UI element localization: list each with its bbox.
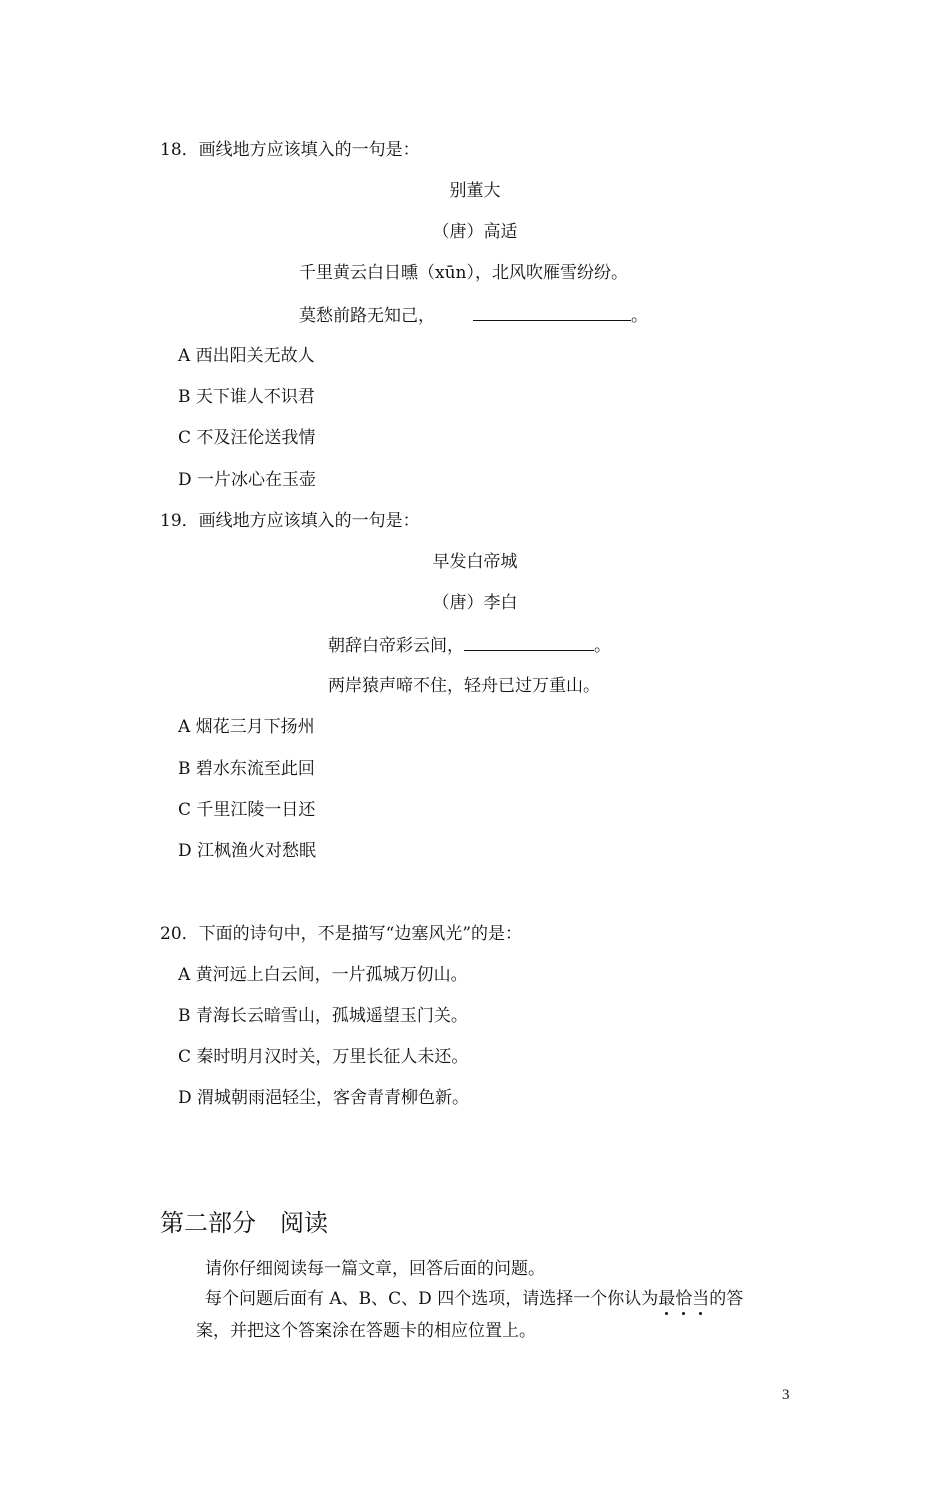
q20-option-c: C 秦时明月汉时关，万里长征人未还。 <box>178 1047 469 1067</box>
q19-poem-author: （唐）李白 <box>432 593 518 613</box>
q19-line-1-end: 。 <box>594 636 611 656</box>
question-20-stem: 20．下面的诗句中，不是描写“边塞风光”的是： <box>160 924 523 944</box>
emphasis-word: 最恰当 <box>658 1289 710 1309</box>
q18-line-2-text: 莫愁前路无知己， <box>299 306 435 326</box>
instruction-2-text: 每个问题后面有 A、B、C、D 四个选项，请选择一个你认为 <box>205 1289 659 1309</box>
part-2-instruction-3: 案，并把这个答案涂在答题卡的相应位置上。 <box>196 1321 536 1341</box>
q18-option-a: A 西出阳关无故人 <box>178 346 315 366</box>
q18-option-c: C 不及汪伦送我情 <box>178 428 316 448</box>
q18-poem-line-1: 千里黄云白日曛（xūn），北风吹雁雪纷纷。 <box>299 263 628 283</box>
q19-poem-title: 早发白帝城 <box>432 552 518 572</box>
q18-option-d: D 一片冰心在玉壶 <box>178 470 317 490</box>
q18-poem-line-2 <box>299 304 648 327</box>
q19-option-b: B 碧水东流至此回 <box>178 759 315 779</box>
part-2-instruction-1: 请你仔细阅读每一篇文章，回答后面的问题。 <box>205 1259 545 1279</box>
part-2-title: 第二部分 阅读 <box>160 1209 328 1237</box>
question-18-stem: 18．画线地方应该填入的一句是： <box>160 140 420 160</box>
q19-option-c: C 千里江陵一日还 <box>178 800 316 820</box>
q20-option-b: B 青海长云暗雪山，孤城遥望玉门关。 <box>178 1006 468 1026</box>
emphasis-dot <box>682 1312 685 1315</box>
q18-option-b: B 天下谁人不识君 <box>178 387 315 407</box>
emphasis-dot <box>699 1312 702 1315</box>
question-19-stem: 19．画线地方应该填入的一句是： <box>160 511 420 531</box>
emphasis-dot <box>665 1312 668 1315</box>
page-number: 3 <box>782 1387 790 1403</box>
q18-line-2-end: 。 <box>631 306 648 326</box>
q19-poem-line-2: 两岸猿声啼不住，轻舟已过万重山。 <box>328 676 600 696</box>
q18-poem-title: 别董大 <box>449 181 501 201</box>
q19-option-d: D 江枫渔火对愁眠 <box>178 841 317 861</box>
emphasis-text <box>658 1289 709 1309</box>
q19-fill-blank <box>464 634 594 651</box>
q18-poem-author: （唐）高适 <box>432 222 518 242</box>
q19-poem-line-1 <box>328 634 611 657</box>
q18-fill-blank <box>473 304 631 321</box>
q19-option-a: A 烟花三月下扬州 <box>178 717 315 737</box>
q19-line-1-text: 朝辞白帝彩云间， <box>328 636 464 656</box>
q20-option-d: D 渭城朝雨浥轻尘，客舍青青柳色新。 <box>178 1088 470 1108</box>
part-2-instruction-2 <box>205 1288 743 1310</box>
instruction-2-end: 的答 <box>709 1289 744 1309</box>
q20-option-a: A 黄河远上白云间，一片孤城万仞山。 <box>178 965 468 985</box>
